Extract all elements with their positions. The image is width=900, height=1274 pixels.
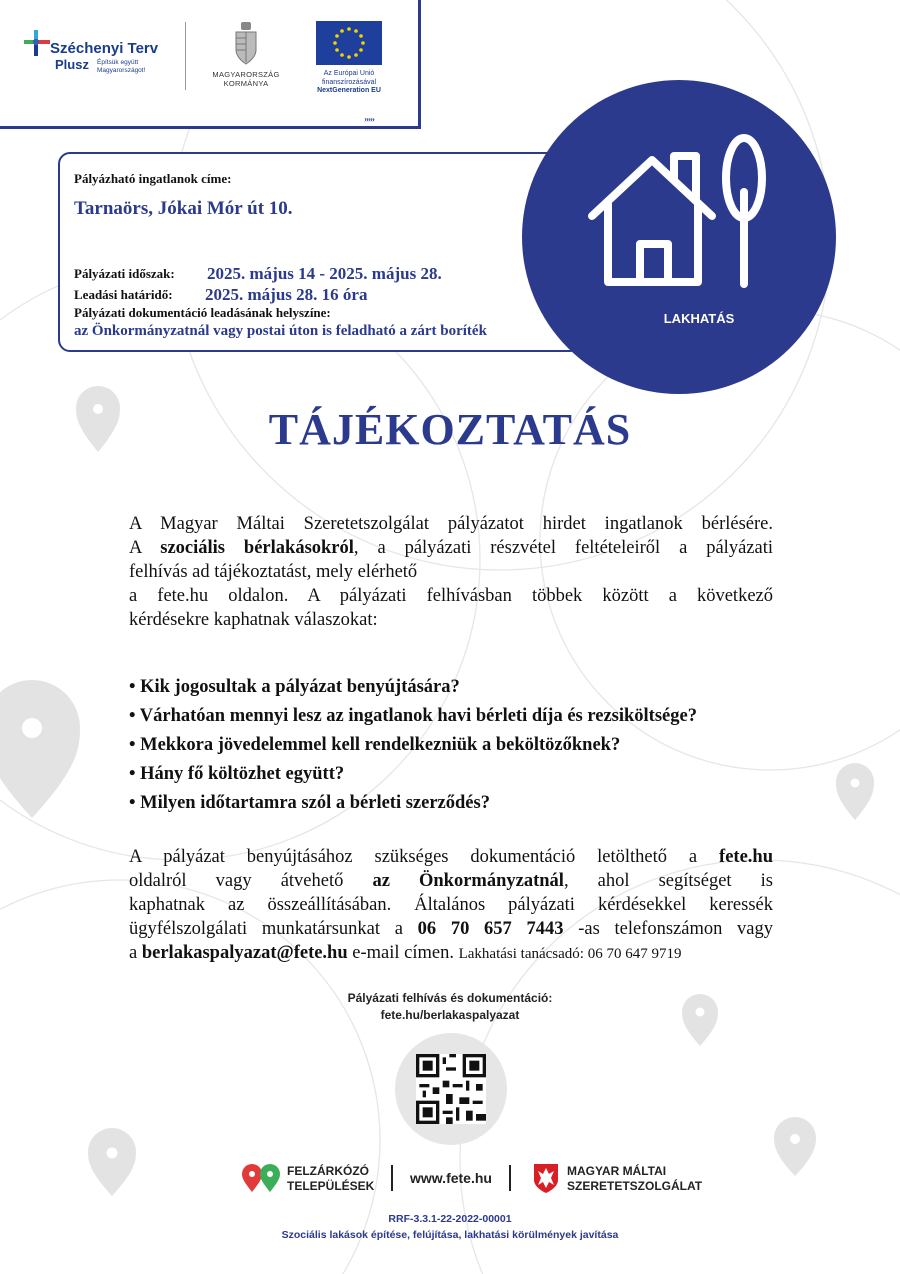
contact-text: , ahol segítséget is (563, 871, 773, 891)
contact-line-5 (129, 941, 773, 966)
szechenyi-plusz: Plusz (55, 57, 89, 72)
contact-line-4 (129, 917, 773, 941)
fete-link[interactable]: fete.hu (719, 847, 773, 867)
intro-line-2a: A (129, 538, 161, 558)
contact-paragraph (129, 845, 773, 966)
deadline-value: 2025. május 28. 16 óra (205, 285, 368, 304)
location-value: az Önkormányzatnál vagy postai úton is feladható a zárt boríték (74, 323, 487, 339)
eu-line-1: Az Európai Unió (323, 70, 375, 77)
docs-label: Pályázati felhívás és dokumentáció: (347, 991, 553, 1005)
gov-line-2: KORMÁNYA (223, 79, 269, 88)
project-code: RRF-3.3.1-22-2022-00001 (388, 1213, 512, 1225)
eu-line-3: NextGeneration EU (317, 87, 381, 94)
logo1-line-2: TELEPÜLÉSEK (287, 1179, 375, 1193)
list-item: • Kik jogosultak a pályázat benyújtására? (129, 677, 460, 697)
advisor-phone: Lakhatási tanácsadó: 06 70 647 9719 (458, 946, 682, 962)
house-tree-icon (586, 132, 776, 292)
maltese-cross-shield-icon (532, 1162, 560, 1194)
intro-bold-phrase: szociális bérlakásokról (160, 538, 354, 558)
contact-line-3: kaphatnak az összeállításában. Általános pályázati kérdésekkel keressék (129, 895, 773, 915)
felzarkozo-logo-text (287, 1164, 374, 1194)
contact-text: a (129, 943, 142, 963)
intro-line-2 (129, 536, 773, 560)
logo1-line-1: FELZÁRKÓZÓ (287, 1164, 369, 1178)
contact-text: ügyfélszolgálati munkatársunkat a (129, 919, 418, 939)
project-description: Szociális lakások építése, felújítása, lakhatási körülmények javítása (281, 1229, 619, 1241)
szechenyi-tagline: Építsük együtt Magyarországot! (97, 59, 146, 74)
municipality-text: az Önkormányzatnál (372, 871, 564, 891)
property-address: Tarnaörs, Jókai Mór út 10. (74, 198, 293, 219)
intro-line-3: felhívás ad tájékoztatást, mely elérhető (129, 562, 418, 582)
list-item: • Várhatóan mennyi lesz az ingatlanok havi bérleti díja és rezsiköltsége? (129, 706, 697, 726)
maltai-logo-text (567, 1164, 702, 1194)
szechenyi-cross-icon (22, 28, 52, 58)
phone-number[interactable]: 06 70 657 7443 (417, 919, 564, 939)
docs-info (0, 990, 900, 1024)
felzarkozo-logo-icon (242, 1164, 282, 1194)
list-item: • Mekkora jövedelemmel kell rendelkezniük a beköltözőknek? (129, 735, 621, 755)
government-label (206, 70, 286, 88)
intro-line-1: A Magyar Máltai Szeretetszolgálat pályázatot hirdet ingatlanok bérlésére. (129, 514, 773, 534)
qr-code-icon[interactable] (416, 1054, 486, 1124)
questions-list (129, 673, 697, 818)
period-label: Pályázati időszak: (74, 266, 175, 281)
intro-line-5: kérdésekre kaphatnak válaszokat: (129, 610, 378, 630)
docs-url-link[interactable]: fete.hu/berlakaspalyazat (380, 1008, 520, 1022)
project-info (0, 1211, 900, 1243)
lakhatas-label: LAKHATÁS (663, 311, 735, 326)
contact-line-2 (129, 869, 773, 893)
deadline-label: Leadási határidő: (74, 287, 173, 302)
list-item: • Milyen időtartamra szól a bérleti szerződés? (129, 793, 490, 813)
eu-funding-label (296, 70, 402, 96)
eu-line-2: finanszírozásával (321, 78, 377, 86)
email-link[interactable]: berlakaspalyazat@fete.hu (141, 943, 348, 963)
logo3-line-1: MAGYAR MÁLTAI (567, 1164, 667, 1178)
page-title: TÁJÉKOZTATÁS (268, 405, 632, 454)
contact-text: -as telefonszámon vagy (563, 919, 774, 939)
intro-line-4: a fete.hu oldalon. A pályázati felhívásban többek között a következő (129, 586, 773, 606)
header-divider (185, 22, 186, 90)
contact-text: e-mail címen. (347, 943, 454, 963)
gov-line-1: MAGYARORSZÁG (212, 70, 280, 79)
address-label: Pályázható ingatlanok címe: (74, 171, 232, 186)
intro-paragraph (129, 512, 773, 632)
contact-line-1 (129, 845, 773, 869)
contact-text: oldalról vagy átvehető (129, 871, 373, 891)
eu-flag-icon (316, 21, 382, 65)
website-link[interactable]: www.fete.hu (391, 1165, 511, 1191)
intro-line-2b: , a pályázati részvétel feltételeiről a pályázati (353, 538, 773, 558)
coat-of-arms-icon (233, 22, 259, 66)
period-value: 2025. május 14 - 2025. május 28. (207, 264, 442, 283)
location-label: Pályázati dokumentáció leadásának helyszíne: (74, 305, 331, 320)
logo3-line-2: SZERETETSZOLGÁLAT (567, 1179, 703, 1193)
chevrons-icon: ››››› (364, 114, 374, 124)
szechenyi-title: Széchenyi Terv (50, 40, 159, 57)
list-item: • Hány fő költözhet együtt? (129, 764, 345, 784)
contact-text: A pályázat benyújtásához szükséges dokumentáció letölthető a (129, 847, 720, 867)
